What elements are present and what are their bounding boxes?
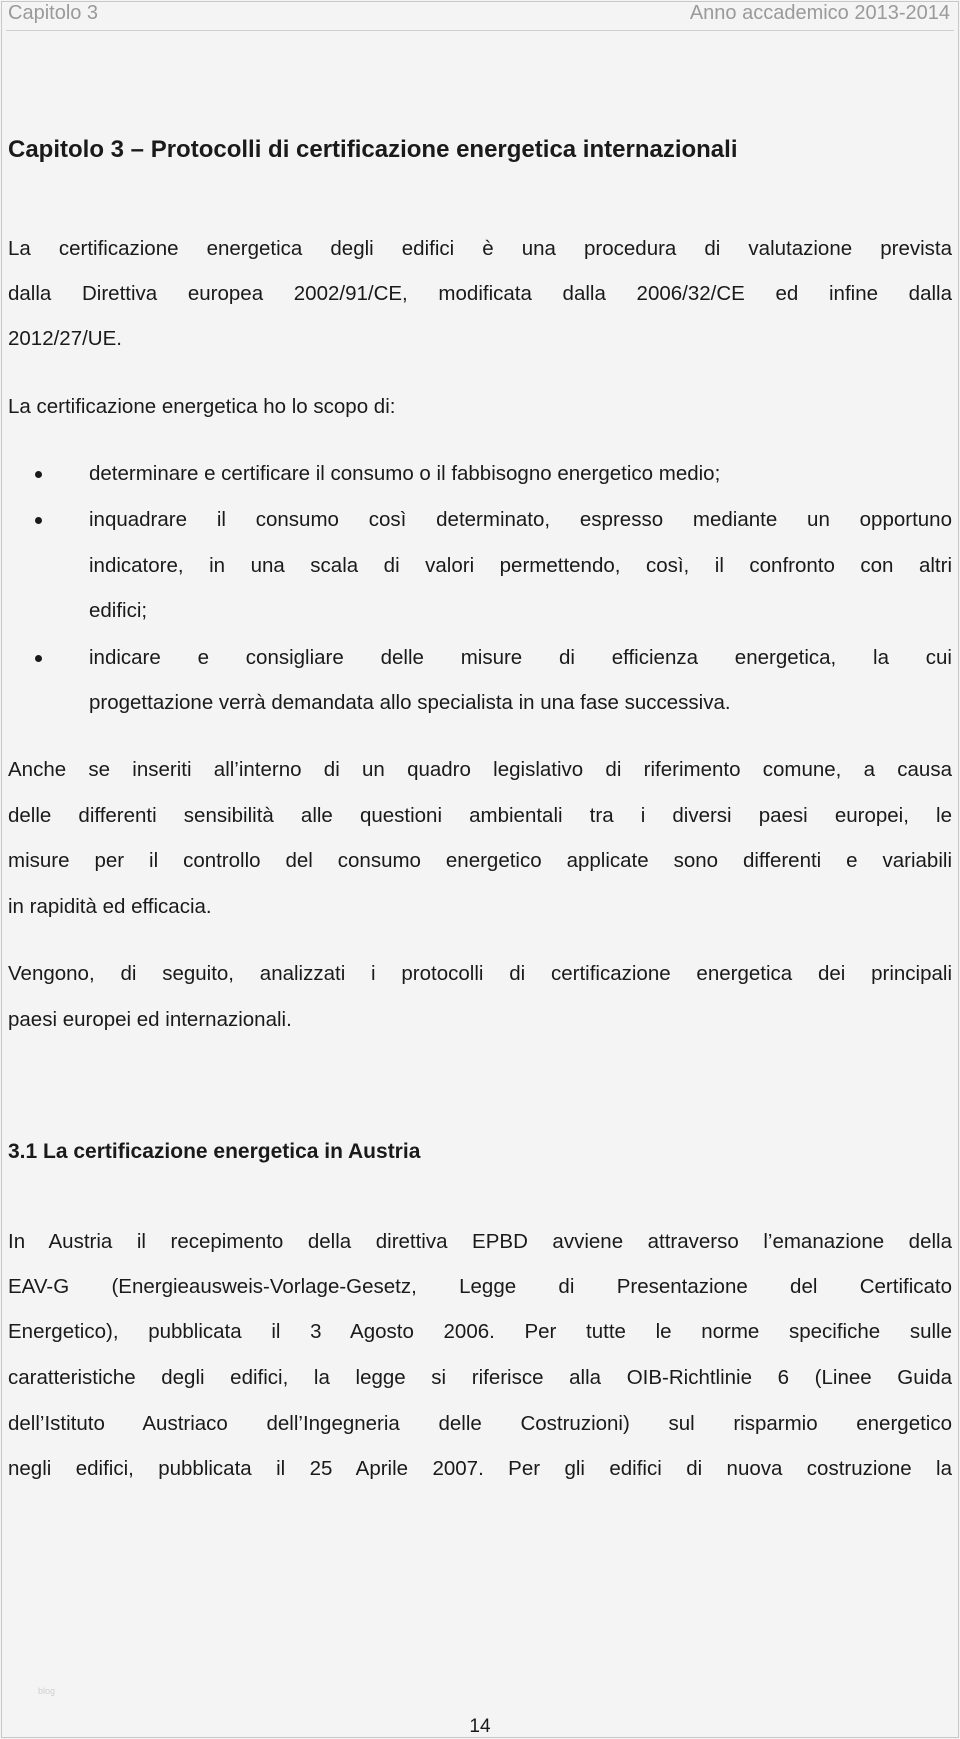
bullet-item-line: edifici; bbox=[89, 599, 148, 622]
paragraph-line: dell’Istituto Austriaco dell’Ingegneria delle Costruzioni) sul risparmio energetico bbox=[8, 1412, 952, 1435]
bullet-item-line: inquadrare il consumo così determinato, espresso mediante un opportuno bbox=[89, 508, 952, 531]
bullet-icon bbox=[35, 471, 42, 478]
bullet-icon bbox=[35, 517, 42, 524]
paragraph-line: 2012/27/UE. bbox=[8, 327, 122, 350]
bullet-item-line: progettazione verrà demandata allo specialista in una fase successiva. bbox=[89, 691, 731, 714]
paragraph-line: misure per il controllo del consumo energetico applicate sono differenti e variabili bbox=[8, 849, 952, 872]
watermark: blog bbox=[38, 1686, 56, 1696]
paragraph-line: negli edifici, pubblicata il 25 Aprile 2007. Per gli edifici di nuova costruzione la bbox=[8, 1457, 952, 1480]
paragraph-line: La certificazione energetica degli edifici è una procedura di valutazione prevista bbox=[8, 237, 952, 260]
paragraph-line: caratteristiche degli edifici, la legge si riferisce alla OIB-Richtlinie 6 (Linee Guida bbox=[8, 1366, 952, 1389]
header-year: Anno accademico 2013-2014 bbox=[689, 2, 950, 24]
paragraph-line: in rapidità ed efficacia. bbox=[8, 895, 212, 918]
bullet-item-line: indicare e consigliare delle misure di efficienza energetica, la cui bbox=[89, 646, 952, 669]
header-rule bbox=[6, 30, 954, 31]
paragraph-line: La certificazione energetica ho lo scopo di: bbox=[8, 395, 396, 418]
page-number: 14 bbox=[469, 1716, 491, 1737]
bullet-item-line: determinare e certificare il consumo o il fabbisogno energetico medio; bbox=[89, 462, 721, 485]
paragraph-line: delle differenti sensibilità alle questioni ambientali tra i diversi paesi europei, le bbox=[8, 804, 952, 827]
paragraph-line: EAV-G (Energieausweis-Vorlage-Gesetz, Legge di Presentazione del Certificato bbox=[8, 1275, 952, 1298]
paragraph-line: Energetico), pubblicata il 3 Agosto 2006. Per tutte le norme specifiche sulle bbox=[8, 1320, 952, 1343]
bullet-item-line: indicatore, in una scala di valori permettendo, così, il confronto con altri bbox=[89, 554, 952, 577]
header-chapter: Capitolo 3 bbox=[8, 2, 99, 24]
paragraph-line: dalla Direttiva europea 2002/91/CE, modificata dalla 2006/32/CE ed infine dalla bbox=[8, 282, 952, 305]
chapter-title: Capitolo 3 – Protocolli di certificazione energetica internazionali bbox=[8, 136, 738, 163]
paragraph-line: Anche se inseriti all’interno di un quadro legislativo di riferimento comune, a causa bbox=[8, 758, 952, 781]
section-title: 3.1 La certificazione energetica in Austria bbox=[8, 1140, 421, 1163]
paragraph-line: Vengono, di seguito, analizzati i protocolli di certificazione energetica dei principali bbox=[8, 962, 952, 985]
paragraph-line: paesi europei ed internazionali. bbox=[8, 1008, 292, 1031]
paragraph-line: In Austria il recepimento della direttiva EPBD avviene attraverso l’emanazione della bbox=[8, 1230, 952, 1253]
bullet-icon bbox=[35, 655, 42, 662]
